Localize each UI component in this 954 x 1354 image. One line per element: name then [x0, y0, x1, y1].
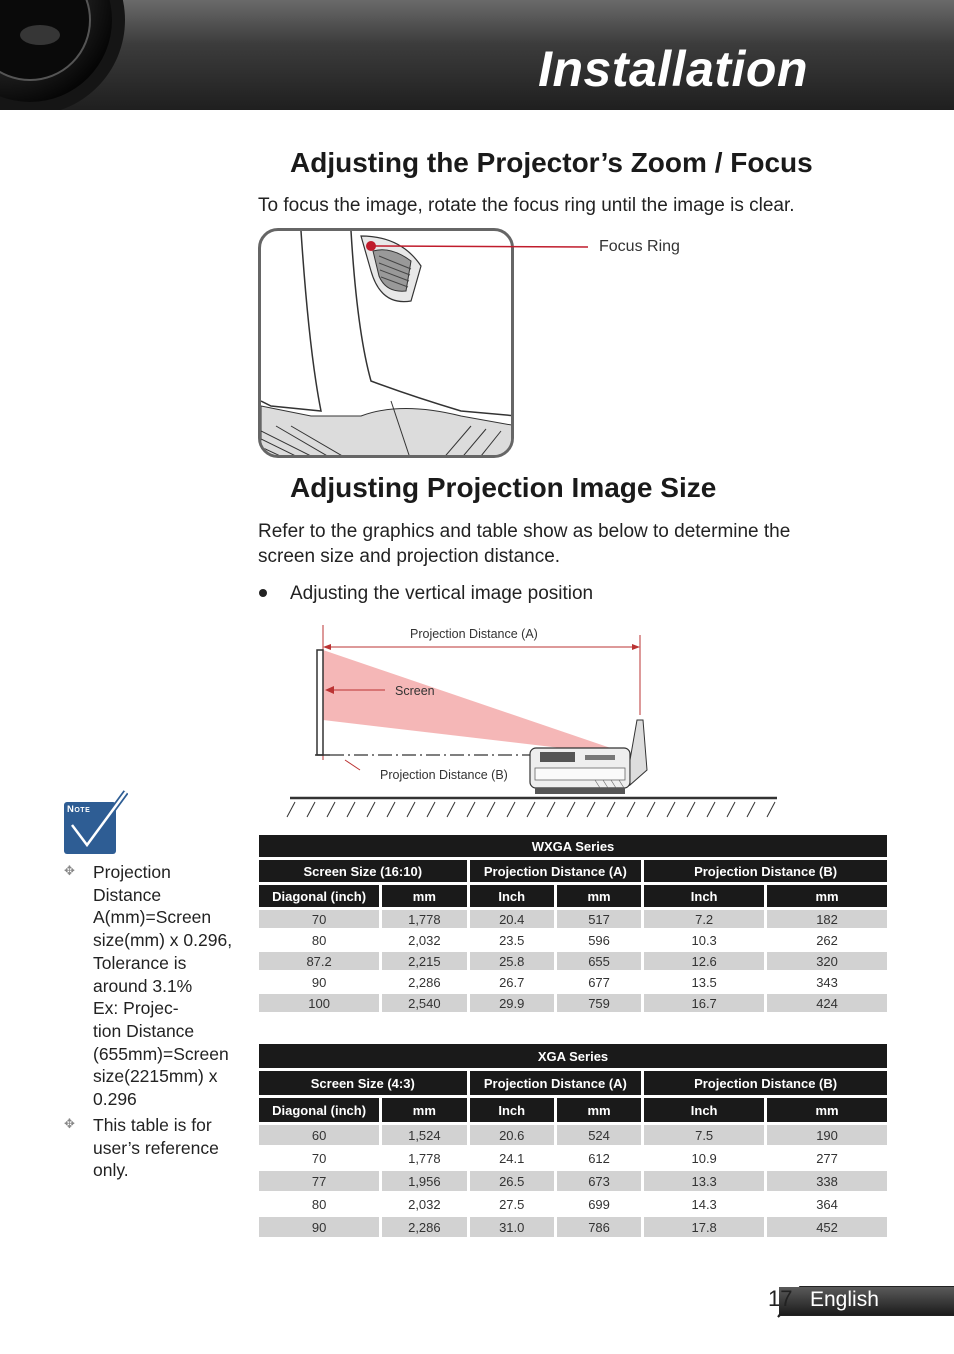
label-screen: Screen — [395, 684, 435, 698]
table-cell: 677 — [557, 973, 641, 991]
table-cell: 26.7 — [470, 973, 554, 991]
lens-graphic — [0, 0, 160, 110]
note-item-1-line: Tolerance is — [93, 952, 187, 973]
table-cell: 1,956 — [382, 1171, 466, 1191]
table-cell: 759 — [557, 994, 641, 1012]
label-distance-b: Projection Distance (B) — [380, 768, 508, 782]
table-cell: 1,524 — [382, 1125, 466, 1145]
note-item-2-line: only. — [93, 1160, 129, 1181]
table-cell: 29.9 — [470, 994, 554, 1012]
table-cell: 2,540 — [382, 994, 466, 1012]
xga-column-header: Inch — [470, 1098, 554, 1122]
wxga-column-header: Inch — [470, 885, 554, 907]
table-cell: 25.8 — [470, 952, 554, 970]
table-cell: 77 — [259, 1171, 379, 1191]
note-item-1-line: (655mm)=Screen — [93, 1043, 229, 1064]
wxga-column-header: mm — [557, 885, 641, 907]
note-item-1-line: around 3.1% — [93, 975, 193, 996]
table-cell: 2,286 — [382, 973, 466, 991]
xga-table — [256, 1041, 890, 1240]
table-cell: 2,286 — [382, 1217, 466, 1237]
footer-language: English — [810, 1288, 879, 1311]
table-cell: 13.5 — [644, 973, 764, 991]
note-item-1 — [93, 861, 232, 1111]
xga-group-header: Projection Distance (A) — [470, 1071, 642, 1095]
table-cell: 2,215 — [382, 952, 466, 970]
xga-column-header: Diagonal (inch) — [259, 1098, 379, 1122]
table-cell: 517 — [557, 910, 641, 928]
note-item-2-line: user’s reference — [93, 1137, 219, 1158]
xga-column-header: mm — [767, 1098, 887, 1122]
bullet-vertical-position: Adjusting the vertical image position — [290, 583, 594, 604]
table-cell: 277 — [767, 1148, 887, 1168]
wxga-column-header: mm — [767, 885, 887, 907]
table-row — [259, 952, 887, 970]
table-cell: 24.1 — [470, 1148, 554, 1168]
table-cell: 90 — [259, 973, 379, 991]
table-cell: 2,032 — [382, 1194, 466, 1214]
table-cell: 612 — [557, 1148, 641, 1168]
table-cell: 364 — [767, 1194, 887, 1214]
note-item-1-line: size(2215mm) x — [93, 1066, 218, 1087]
xga-group-header: Projection Distance (B) — [644, 1071, 887, 1095]
note-item-1-line: Projection — [93, 862, 171, 882]
wxga-column-header: mm — [382, 885, 466, 907]
table-cell: 80 — [259, 931, 379, 949]
note-item-1-line: Ex: Projec- — [93, 998, 179, 1019]
note-item-2 — [93, 1114, 219, 1182]
table-cell: 343 — [767, 973, 887, 991]
note-check-icon — [62, 790, 128, 856]
table-cell: 10.3 — [644, 931, 764, 949]
table-cell: 90 — [259, 1217, 379, 1237]
table-cell: 20.6 — [470, 1125, 554, 1145]
projection-beam — [323, 650, 637, 757]
note-item-1-line: A(mm)=Screen — [93, 907, 212, 928]
table-cell: 20.4 — [470, 910, 554, 928]
table-row — [259, 1125, 887, 1145]
table-cell: 14.3 — [644, 1194, 764, 1214]
xga-column-header: mm — [557, 1098, 641, 1122]
focus-intro: To focus the image, rotate the focus ring until the image is clear. — [258, 195, 795, 216]
table-cell: 182 — [767, 910, 887, 928]
image-size-intro-line1: Refer to the graphics and table show as below to determine the — [258, 521, 791, 542]
table-cell: 655 — [557, 952, 641, 970]
bullet-icon — [259, 589, 267, 597]
note-bullet-icon-1: ✥ — [64, 863, 75, 878]
table-cell: 80 — [259, 1194, 379, 1214]
table-cell: 524 — [557, 1125, 641, 1145]
table-cell: 262 — [767, 931, 887, 949]
table-cell: 10.9 — [644, 1148, 764, 1168]
wxga-group-header: Projection Distance (B) — [644, 860, 887, 882]
table-cell: 424 — [767, 994, 887, 1012]
table-cell: 70 — [259, 910, 379, 928]
label-distance-a: Projection Distance (A) — [410, 627, 538, 641]
table-row — [259, 931, 887, 949]
table-cell: 1,778 — [382, 910, 466, 928]
table-row — [259, 994, 887, 1012]
xga-column-header: mm — [382, 1098, 466, 1122]
table-cell: 27.5 — [470, 1194, 554, 1214]
table-row — [259, 1148, 887, 1168]
image-size-intro-line2: screen size and projection distance. — [258, 546, 561, 567]
table-cell: 87.2 — [259, 952, 379, 970]
table-cell: 7.5 — [644, 1125, 764, 1145]
table-cell: 7.2 — [644, 910, 764, 928]
wxga-group-header: Projection Distance (A) — [470, 860, 642, 882]
wxga-column-header: Inch — [644, 885, 764, 907]
projection-distance-diagram — [285, 620, 785, 820]
table-cell: 31.0 — [470, 1217, 554, 1237]
projector-closeup-icon — [261, 231, 514, 458]
xga-group-header: Screen Size (4:3) — [259, 1071, 467, 1095]
heading-image-size: Adjusting Projection Image Size — [290, 472, 717, 503]
wxga-column-header: Diagonal (inch) — [259, 885, 379, 907]
table-row — [259, 1171, 887, 1191]
table-cell: 23.5 — [470, 931, 554, 949]
table-cell: 12.6 — [644, 952, 764, 970]
note-item-2-line: This table is for — [93, 1115, 212, 1135]
table-cell: 70 — [259, 1148, 379, 1168]
table-cell: 60 — [259, 1125, 379, 1145]
table-row — [259, 910, 887, 928]
table-cell: 13.3 — [644, 1171, 764, 1191]
table-cell: 338 — [767, 1171, 887, 1191]
table-cell: 100 — [259, 994, 379, 1012]
note-item-1-line: size(mm) x 0.296, — [93, 930, 233, 951]
table-cell: 26.5 — [470, 1171, 554, 1191]
wxga-table — [256, 832, 890, 1015]
wxga-series-title: WXGA Series — [259, 835, 887, 857]
xga-column-header: Inch — [644, 1098, 764, 1122]
note-bullet-icon-2: ✥ — [64, 1116, 75, 1131]
note-badge: Note — [67, 804, 91, 815]
table-cell: 190 — [767, 1125, 887, 1145]
page-header — [0, 0, 954, 110]
table-row — [259, 973, 887, 991]
screen-icon — [317, 650, 323, 755]
page-number: 17 — [768, 1286, 793, 1311]
table-cell: 16.7 — [644, 994, 764, 1012]
table-cell: 2,032 — [382, 931, 466, 949]
focus-ring-label: Focus Ring — [599, 238, 680, 255]
table-row — [259, 1217, 887, 1237]
table-cell: 596 — [557, 931, 641, 949]
table-cell: 17.8 — [644, 1217, 764, 1237]
wxga-group-header: Screen Size (16:10) — [259, 860, 467, 882]
footer-language-badge — [779, 1287, 954, 1315]
table-row — [259, 1194, 887, 1214]
note-item-1-line: Distance — [93, 884, 162, 905]
table-cell: 1,778 — [382, 1148, 466, 1168]
focus-ring-leader-line — [360, 235, 600, 265]
heading-zoom-focus: Adjusting the Projector’s Zoom / Focus — [290, 147, 813, 178]
note-item-1-line: 0.296 — [93, 1089, 137, 1110]
note-item-1-line: tion Distance — [93, 1020, 195, 1041]
table-cell: 320 — [767, 952, 887, 970]
table-cell: 786 — [557, 1217, 641, 1237]
table-cell: 452 — [767, 1217, 887, 1237]
page-title: Installation — [538, 41, 808, 97]
xga-series-title: XGA Series — [259, 1044, 887, 1068]
table-cell: 673 — [557, 1171, 641, 1191]
table-cell: 699 — [557, 1194, 641, 1214]
